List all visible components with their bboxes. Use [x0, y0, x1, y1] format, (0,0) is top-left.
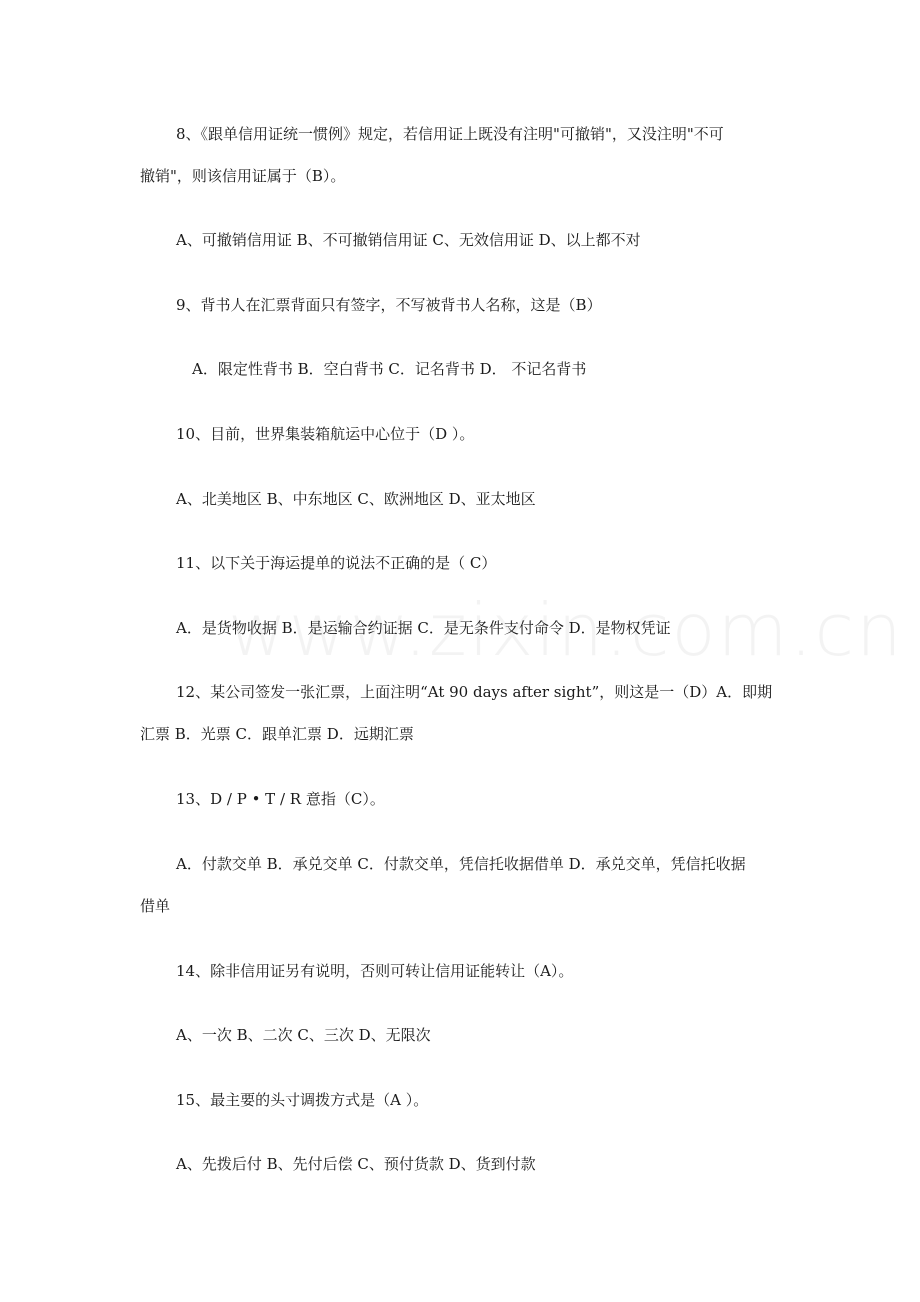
question-13-options-line-1: A．付款交单 B．承兑交单 C．付款交单，凭信托收据借单 D．承兑交单，凭信托收据 [176, 855, 746, 873]
question-10: 10、目前，世界集装箱航运中心位于（D ）。 [176, 425, 475, 443]
question-11-options: A．是货物收据 B．是运输合约证据 C．是无条件支付命令 D．是物权凭证 [176, 619, 671, 637]
question-15: 15、最主要的头寸调拨方式是（A ）。 [176, 1091, 429, 1109]
question-12-line-2: 汇票 B．光票 C．跟单汇票 D．远期汇票 [140, 725, 414, 743]
question-14-options: A、一次 B、二次 C、三次 D、无限次 [176, 1026, 431, 1044]
question-15-options: A、先拨后付 B、先付后偿 C、预付货款 D、货到付款 [176, 1155, 536, 1173]
question-12-line-1: 12、某公司签发一张汇票，上面注明“At 90 days after sight”，则这是一（D）A．即期 [176, 683, 773, 701]
question-9-options: A．限定性背书 B．空白背书 C．记名背书 D． 不记名背书 [192, 360, 587, 378]
question-10-options: A、北美地区 B、中东地区 C、欧洲地区 D、亚太地区 [176, 490, 536, 508]
question-13: 13、D / P • T / R 意指（C）。 [176, 790, 385, 808]
question-11: 11、以下关于海运提单的说法不正确的是（ C） [176, 554, 497, 572]
question-9: 9、背书人在汇票背面只有签字，不写被背书人名称，这是（B） [176, 296, 602, 314]
question-8-line-1: 8、《跟单信用证统一惯例》规定，若信用证上既没有注明"可撤销"，又没注明"不可 [176, 125, 724, 143]
question-8-options: A、可撤销信用证 B、不可撤销信用证 C、无效信用证 D、以上都不对 [176, 231, 641, 249]
question-14: 14、除非信用证另有说明，否则可转让信用证能转让（A）。 [176, 962, 574, 980]
question-8-line-2: 撤销"，则该信用证属于（B）。 [140, 167, 346, 185]
question-13-options-line-2: 借单 [140, 897, 171, 915]
